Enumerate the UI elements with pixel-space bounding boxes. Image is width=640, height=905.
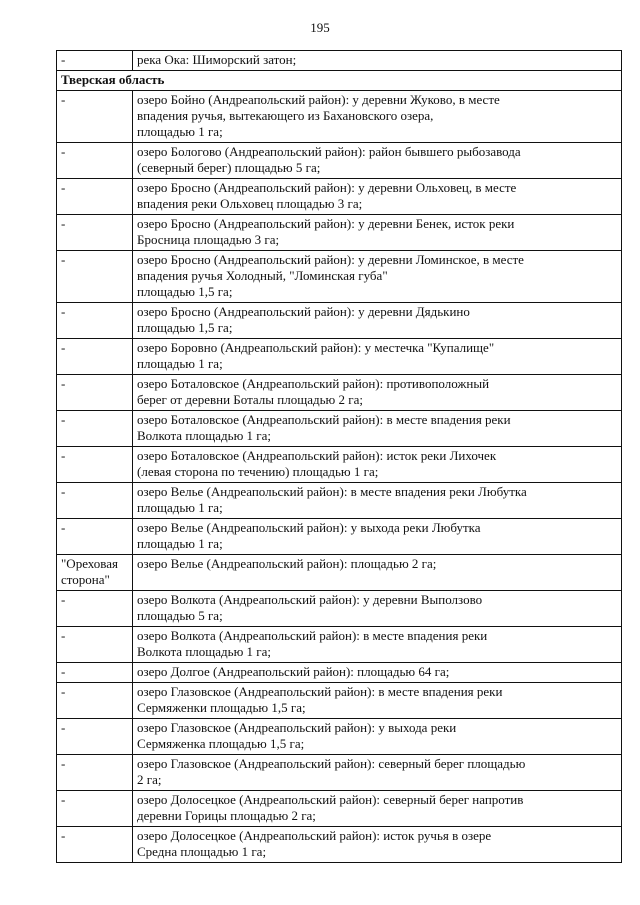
- row-text: озеро Долосецкое (Андреапольский район): исток ручья в озере Средна площадью 1 га;: [133, 827, 622, 863]
- table-row: [57, 719, 622, 755]
- row-text: озеро Бросно (Андреапольский район): у деревни Ольховец, в месте впадения реки Ольховец площадью 3 га;: [133, 179, 622, 215]
- row-marker: -: [57, 663, 133, 683]
- row-text: озеро Долосецкое (Андреапольский район): северный берег напротив деревни Горицы площадью 2 га;: [133, 791, 622, 827]
- page-number: 195: [310, 20, 330, 35]
- row-marker: -: [57, 447, 133, 483]
- table-row: [57, 411, 622, 447]
- row-marker: -: [57, 519, 133, 555]
- row-text: озеро Долгое (Андреапольский район): площадью 64 га;: [133, 663, 622, 683]
- row-marker: -: [57, 591, 133, 627]
- row-text: озеро Волкота (Андреапольский район): в месте впадения реки Волкота площадью 1 га;: [133, 627, 622, 663]
- table-row: [57, 447, 622, 483]
- table-row: [57, 51, 622, 71]
- table-row: [57, 143, 622, 179]
- row-marker: -: [57, 339, 133, 375]
- row-text: озеро Велье (Андреапольский район): площадью 2 га;: [133, 555, 622, 591]
- row-text: озеро Боровно (Андреапольский район): у местечка "Купалище" площадью 1 га;: [133, 339, 622, 375]
- row-text: озеро Боталовское (Андреапольский район): исток реки Лихочек (левая сторона по течению) площадью 1 га;: [133, 447, 622, 483]
- row-text: озеро Бросно (Андреапольский район): у деревни Дядькино площадью 1,5 га;: [133, 303, 622, 339]
- row-text: озеро Бросно (Андреапольский район): у деревни Бенек, исток реки Бросница площадью 3 га;: [133, 215, 622, 251]
- table-row: [57, 591, 622, 627]
- table-row: [57, 827, 622, 863]
- row-text: озеро Велье (Андреапольский район): у выхода реки Любутка площадью 1 га;: [133, 519, 622, 555]
- row-marker: -: [57, 627, 133, 663]
- table-row: [57, 339, 622, 375]
- row-text: озеро Бойно (Андреапольский район): у деревни Жуково, в месте впадения ручья, вытекающего из Бахановского озера, площадью 1 га;: [133, 91, 622, 143]
- table-row: [57, 215, 622, 251]
- table-row: [57, 663, 622, 683]
- table-row: [57, 251, 622, 303]
- row-text: озеро Глазовское (Андреапольский район): северный берег площадью 2 га;: [133, 755, 622, 791]
- row-text: озеро Бросно (Андреапольский район): у деревни Ломинское, в месте впадения ручья Холодный, "Ломинская губа" площадью 1,5 га;: [133, 251, 622, 303]
- table-row: [57, 627, 622, 663]
- row-text: озеро Боталовское (Андреапольский район): противоположный берег от деревни Боталы площадью 2 га;: [133, 375, 622, 411]
- table-row: [57, 303, 622, 339]
- table-row: [57, 555, 622, 591]
- table-row: [57, 179, 622, 215]
- row-marker: -: [57, 483, 133, 519]
- row-marker: -: [57, 791, 133, 827]
- row-marker: "Ореховая сторона": [57, 555, 133, 591]
- row-marker: -: [57, 251, 133, 303]
- row-marker: -: [57, 215, 133, 251]
- row-text: озеро Велье (Андреапольский район): в месте впадения реки Любутка площадью 1 га;: [133, 483, 622, 519]
- table-row: [57, 519, 622, 555]
- row-text: озеро Боталовское (Андреапольский район): в месте впадения реки Волкота площадью 1 га;: [133, 411, 622, 447]
- region-heading-row: [57, 71, 622, 91]
- row-marker: -: [57, 719, 133, 755]
- row-text: река Ока: Шиморский затон;: [133, 51, 622, 71]
- table-row: [57, 791, 622, 827]
- row-marker: -: [57, 375, 133, 411]
- row-text: озеро Волкота (Андреапольский район): у деревни Выползово площадью 5 га;: [133, 591, 622, 627]
- row-text: озеро Глазовское (Андреапольский район): у выхода реки Сермяженка площадью 1,5 га;: [133, 719, 622, 755]
- row-marker: -: [57, 755, 133, 791]
- row-text: озеро Глазовское (Андреапольский район): в месте впадения реки Сермяженки площадью 1,5 га;: [133, 683, 622, 719]
- row-text: озеро Бологово (Андреапольский район): район бывшего рыбозавода (северный берег) площадью 5 га;: [133, 143, 622, 179]
- document-table: [56, 50, 622, 863]
- table-row: [57, 91, 622, 143]
- row-marker: -: [57, 411, 133, 447]
- row-marker: -: [57, 683, 133, 719]
- region-heading: Тверская область: [57, 71, 622, 91]
- row-marker: -: [57, 827, 133, 863]
- table-row: [57, 375, 622, 411]
- row-marker: -: [57, 143, 133, 179]
- table-row: [57, 483, 622, 519]
- row-marker: -: [57, 303, 133, 339]
- row-marker: -: [57, 51, 133, 71]
- table-body: [57, 51, 622, 863]
- row-marker: -: [57, 91, 133, 143]
- row-marker: -: [57, 179, 133, 215]
- table-row: [57, 755, 622, 791]
- table-row: [57, 683, 622, 719]
